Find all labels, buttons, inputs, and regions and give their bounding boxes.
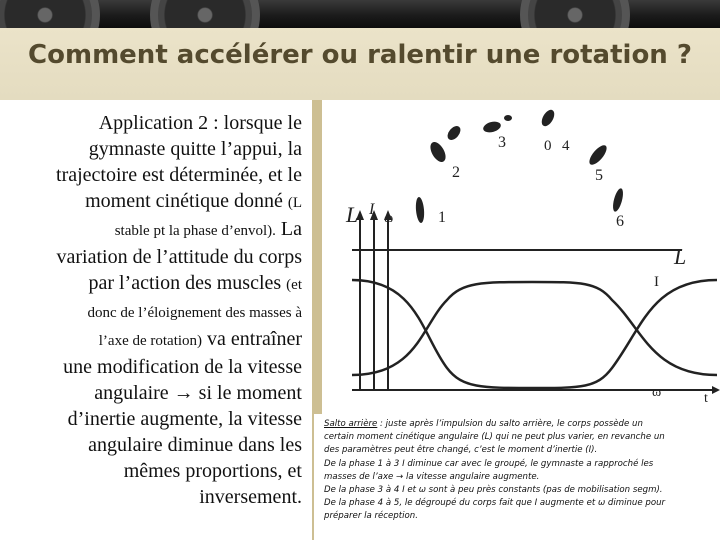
phase-number: 6 — [616, 213, 624, 230]
phase-number: 3 — [498, 134, 506, 151]
body-text-main: par l’action des muscles — [88, 272, 282, 294]
body-text-main: une modification de la vitesse — [63, 356, 302, 378]
body-text-main: trajectoire est déterminée, et le — [56, 164, 302, 186]
caption-text: masses de l’axe → la vitesse angulaire augmente. — [324, 471, 540, 482]
phase-number: 1 — [438, 209, 446, 226]
body-text-line — [6, 432, 302, 458]
body-text-line — [6, 326, 302, 354]
body-text-line — [6, 484, 302, 510]
body-text-line — [6, 380, 302, 406]
body-text-line — [6, 406, 302, 432]
caption-line — [324, 484, 716, 497]
body-text-main: angulaire → si le moment — [94, 382, 302, 404]
caption-line — [324, 497, 716, 510]
body-text-main: Application 2 : lorsque le — [98, 112, 302, 134]
body-text-line — [6, 244, 302, 270]
time-axis-arrow — [712, 386, 720, 394]
body-text-line — [6, 162, 302, 188]
body-text-main: angulaire diminue dans les — [88, 434, 302, 456]
slide-title: Comment accélérer ou ralentir une rotation ? — [28, 40, 692, 70]
omega-curve — [352, 282, 717, 375]
body-text-line — [6, 216, 302, 244]
axis-label-w: ω — [384, 211, 394, 226]
caption-line — [324, 510, 716, 523]
top-banner — [0, 0, 720, 28]
body-text-main: moment cinétique donné — [85, 190, 283, 212]
body-text-small: (L — [287, 195, 302, 211]
caption-text: De la phase 3 à 4 I et ω sont à peu près constants (pas de mobilisation segm). — [324, 485, 663, 496]
salto-diagram — [322, 100, 720, 414]
body-text-line — [6, 298, 302, 326]
gymnast-phase-1 — [415, 197, 425, 224]
body-text-main: d’inertie augmente, la vitesse — [67, 408, 302, 430]
gymnast-phase-2 — [427, 139, 448, 164]
phase-number: 0 — [544, 138, 552, 154]
body-text-small: (et — [286, 277, 302, 293]
gymnast-phase-3 — [482, 120, 502, 134]
caption-text: De la phase 1 à 3 I diminue car avec le groupé, le gymnaste a rapproché les — [324, 458, 654, 469]
caption-text: De la phase 4 à 5, le dégroupé du corps fait que I augmente et ω diminue pour — [324, 498, 666, 509]
inertia-curve — [352, 280, 717, 388]
caption-line — [324, 471, 716, 484]
curve-label-I: I — [654, 274, 659, 290]
phase-number: 4 — [562, 138, 570, 154]
gymnast-phase-4 — [539, 108, 557, 129]
curve-label-w: ω — [652, 385, 662, 400]
gymnast-phase-2b — [445, 124, 463, 143]
body-text-line — [6, 458, 302, 484]
body-text-line — [6, 270, 302, 298]
gymnast-phase-3b — [504, 115, 512, 121]
body-text-line — [6, 136, 302, 162]
body-text-main: La — [280, 218, 302, 240]
body-text-line — [6, 354, 302, 380]
gymnast-figures — [415, 108, 625, 224]
body-text-line — [6, 188, 302, 216]
body-text-small: l’axe de rotation) — [98, 333, 203, 349]
axis-label-t: t — [704, 391, 708, 406]
body-text-small: donc de l’éloignement des masses à — [87, 305, 302, 321]
body-text-line — [6, 110, 302, 136]
caption-text: des paramètres peut être changé, c’est le moment d’inertie (I). — [324, 445, 598, 456]
caption-line — [324, 431, 716, 444]
body-text-main: va entraîner — [207, 328, 302, 350]
body-text-main: variation de l’attitude du corps — [56, 246, 302, 268]
body-text-small: stable pt la phase d’envol). — [114, 223, 276, 239]
axis-label-I: I — [369, 201, 375, 218]
figure-caption — [324, 418, 716, 524]
body-text — [6, 110, 302, 510]
gymnast-phase-5 — [586, 143, 609, 168]
caption-text: certain moment cinétique angulaire (L) qui ne peut plus varier, en revanche un — [324, 432, 665, 443]
body-text-main: mêmes proportions, et — [123, 460, 302, 482]
caption-line — [324, 418, 716, 431]
diagram-svg — [322, 100, 720, 414]
caption-text: préparer la réception. — [324, 511, 418, 522]
phase-number: 2 — [452, 164, 460, 181]
caption-line — [324, 458, 716, 471]
gymnast-phase-6 — [611, 187, 625, 212]
caption-line — [324, 444, 716, 457]
caption-text: : juste après l’impulsion du salto arrière, le corps possède un — [377, 419, 643, 429]
phase-number: 5 — [595, 167, 603, 184]
body-text-main: inversement. — [199, 486, 302, 508]
axis-label-L: L — [346, 202, 359, 227]
body-text-main: gymnaste quitte l’appui, la — [88, 138, 302, 160]
curve-label-L: L — [674, 244, 687, 269]
caption-lead: Salto arrière — [324, 419, 378, 429]
